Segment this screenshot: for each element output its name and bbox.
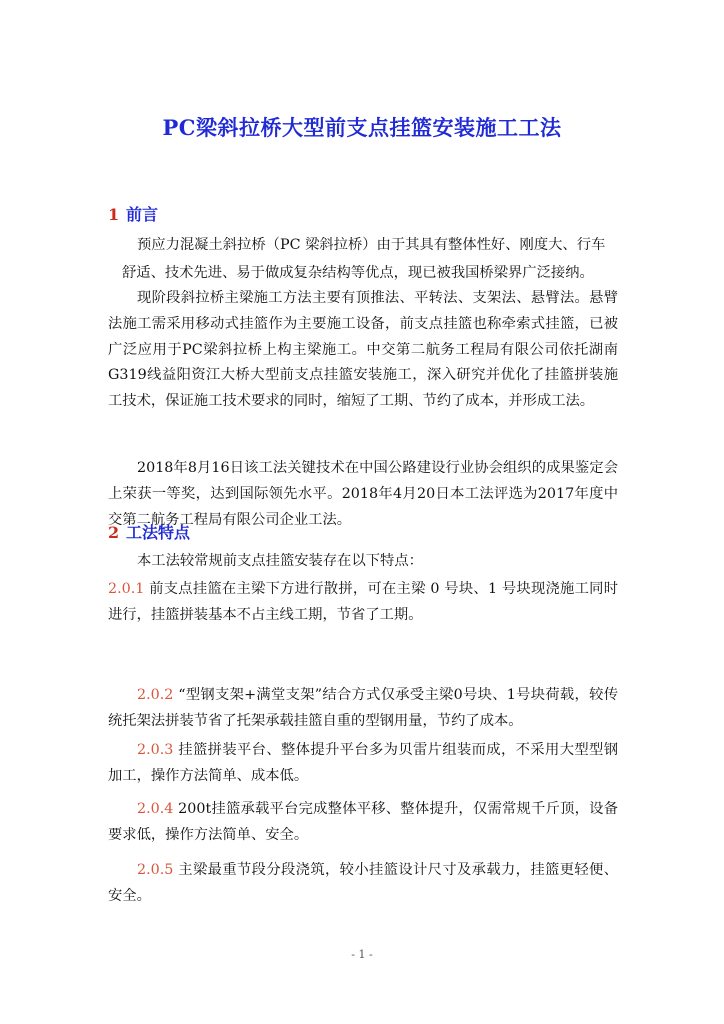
section-2-heading (108, 520, 190, 543)
feature-number: 2.0.4 (137, 801, 174, 817)
feature-number: 2.0.5 (137, 862, 174, 878)
feature-text: 200t挂篮承载平台完成整体平移、整体提升，仅需常规千斤顶，设备要求低，操作方法简单、安全。 (108, 801, 618, 843)
feature-item (108, 683, 618, 735)
page-number: - 1 - (351, 948, 373, 961)
section-1-para-1-line-2: 舒适、技术先进、易于做成复杂结构等优点，现已被我国桥梁界广泛接纳。 (122, 265, 594, 281)
feature-number: 2.0.1 (108, 581, 145, 597)
feature-item (108, 738, 618, 790)
section-2-number: 2 (108, 523, 120, 542)
section-1-title: 前言 (126, 205, 159, 224)
section-1-para-2: 现阶段斜拉桥主梁施工方法主要有顶推法、平转法、支架法、悬臂法。悬臂法施工需采用移动式挂篮作为主要施工设备，前支点挂篮也称牵索式挂篮，已被广泛应用于PC梁斜拉桥上构主梁施工。中交第二航务工程局有限公司依托湖南G319线益阳资江大桥大型前支点挂篮安装施工，深入研究并优化了挂篮拼装施工技术，保证施工技术要求的同时，缩短了工期、节约了成本，并形成工法。 (108, 290, 618, 410)
feature-text: 前支点挂篮在主梁下方进行散拼，可在主梁 0 号块、1 号块现浇施工同时进行，挂篮拼装基本不占主线工期，节省了工期。 (108, 581, 618, 623)
section-2-title: 工法特点 (126, 523, 191, 542)
feature-number: 2.0.2 (137, 687, 174, 703)
section-1-number: 1 (108, 205, 120, 224)
feature-text: “型钢支架+满堂支架”结合方式仅承受主梁0号块、1号块荷载，较传统托架法拼装节省了托架承载挂篮自重的型钢用量，节约了成本。 (108, 687, 618, 729)
section-1-para-3: 2018年8月16日该工法关键技术在中国公路建设行业协会组织的成果鉴定会上荣获一等奖，达到国际领先水平。2018年4月20日本工法评选为2017年度中交第二航务工程局有限公司企业工法。 (108, 460, 618, 528)
feature-item (108, 577, 618, 629)
document-title: PC梁斜拉桥大型前支点挂篮安装施工工法 (162, 115, 562, 140)
section-1-heading (108, 202, 158, 225)
feature-item (108, 797, 618, 849)
feature-item (108, 858, 618, 910)
feature-text: 挂篮拼装平台、整体提升平台多为贝雷片组装而成，不采用大型型钢加工，操作方法简单、成本低。 (108, 742, 618, 784)
section-1-para-1-line-1: 预应力混凝土斜拉桥（PC 梁斜拉桥）由于其具有整体性好、刚度大、行车 (137, 237, 606, 253)
feature-number: 2.0.3 (137, 742, 174, 758)
section-2-intro: 本工法较常规前支点挂篮安装存在以下特点： (137, 553, 423, 569)
feature-text: 主梁最重节段分段浇筑，较小挂篮设计尺寸及承载力，挂篮更轻便、安全。 (108, 862, 618, 904)
